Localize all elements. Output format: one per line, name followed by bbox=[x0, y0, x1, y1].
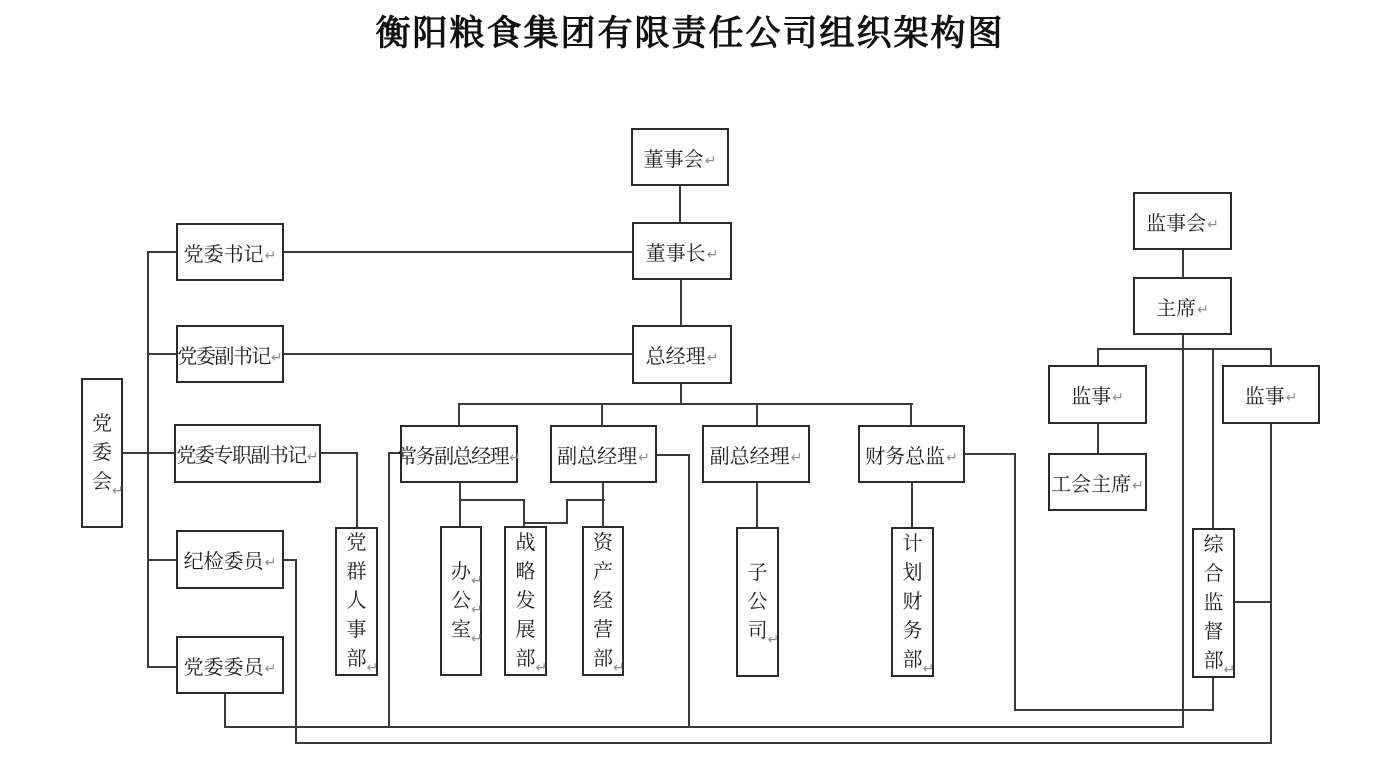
vertical-label-char: 公 ↵ bbox=[442, 587, 480, 616]
vertical-label-char: 略 bbox=[515, 560, 536, 583]
connector-line bbox=[1270, 348, 1272, 366]
vertical-label-char: 划 bbox=[902, 561, 923, 584]
connector-line bbox=[284, 251, 632, 253]
connector-line bbox=[295, 559, 297, 744]
connector-line bbox=[123, 452, 176, 454]
node-labor-union-chairman bbox=[1048, 453, 1147, 511]
node-party-fulltime-deputy-secretary-label: 党委专职副书记 bbox=[176, 445, 306, 467]
connector-line bbox=[295, 742, 1272, 744]
node-party-committee bbox=[81, 378, 123, 528]
paragraph-mark-icon: ↵ bbox=[264, 554, 277, 570]
connector-line bbox=[458, 403, 913, 405]
paragraph-mark-icon: ↵ bbox=[264, 246, 277, 263]
node-deputy-gm-1-label: 副总经理 bbox=[557, 445, 638, 468]
connector-line bbox=[458, 403, 460, 426]
paragraph-mark-icon: ↵ bbox=[613, 658, 625, 675]
vertical-label-char: 公 bbox=[747, 590, 768, 613]
connector-line bbox=[910, 403, 912, 426]
connector-line bbox=[680, 279, 682, 327]
node-party-mass-hr-dept bbox=[335, 527, 378, 676]
connector-line bbox=[147, 666, 178, 668]
paragraph-mark-icon: ↵ bbox=[509, 448, 521, 465]
paragraph-mark-icon: ↵ bbox=[946, 448, 958, 465]
vertical-label-char: 展 bbox=[515, 618, 536, 641]
node-deputy-gm-2-label: 副总经理 bbox=[709, 445, 790, 468]
connector-line bbox=[566, 499, 605, 501]
paragraph-mark-icon: ↵ bbox=[1223, 660, 1236, 677]
paragraph-mark-icon: ↵ bbox=[535, 658, 548, 675]
vertical-label-char: 合 bbox=[1203, 562, 1224, 585]
vertical-label-char: 财 bbox=[902, 590, 923, 613]
node-cfo-label: 财务总监 bbox=[865, 445, 946, 468]
connector-line bbox=[1270, 424, 1272, 744]
vertical-label-char: 司 ↵ bbox=[738, 617, 777, 646]
node-supervisory-board-label: 监事会 bbox=[1146, 212, 1207, 235]
connector-line bbox=[147, 353, 178, 355]
connector-line bbox=[601, 403, 603, 426]
paragraph-mark-icon: ↵ bbox=[790, 448, 803, 465]
paragraph-mark-icon: ↵ bbox=[1197, 300, 1209, 317]
connector-line bbox=[911, 483, 913, 528]
paragraph-mark-icon: ↵ bbox=[471, 571, 483, 588]
node-labor-union-chairman-label: 工会主席 bbox=[1051, 473, 1132, 496]
connector-line bbox=[657, 454, 690, 456]
paragraph-mark-icon: ↵ bbox=[1207, 215, 1219, 232]
node-party-deputy-secretary-label: 党委副书记 bbox=[177, 345, 270, 368]
vertical-label-char: 党 bbox=[346, 532, 367, 554]
vertical-label-char: 营 bbox=[593, 618, 613, 641]
node-comprehensive-supervision-dept bbox=[1192, 528, 1235, 678]
connector-line bbox=[1212, 348, 1214, 529]
vertical-label-char: 部 ↵ bbox=[506, 645, 545, 674]
paragraph-mark-icon: ↵ bbox=[471, 629, 483, 646]
paragraph-mark-icon: ↵ bbox=[706, 245, 719, 262]
vertical-label-char: 综 bbox=[1203, 533, 1224, 556]
paragraph-mark-icon: ↵ bbox=[112, 481, 124, 498]
vertical-label-char: 发 bbox=[515, 589, 536, 612]
connector-line bbox=[388, 452, 390, 728]
connector-line bbox=[224, 694, 226, 728]
vertical-label-char: 子 bbox=[747, 561, 768, 584]
paragraph-mark-icon: ↵ bbox=[767, 630, 780, 647]
connector-line bbox=[320, 452, 358, 454]
connector-line bbox=[147, 251, 149, 668]
paragraph-mark-icon: ↵ bbox=[270, 348, 283, 365]
node-general-manager-label: 总经理 bbox=[645, 346, 706, 368]
paragraph-mark-icon: ↵ bbox=[1285, 389, 1298, 405]
vertical-label-char: 务 bbox=[902, 619, 923, 642]
vertical-label-char: 室 ↵ bbox=[442, 616, 480, 645]
node-cfo bbox=[858, 425, 965, 483]
vertical-label-char: 资 bbox=[593, 531, 613, 554]
connector-line bbox=[147, 251, 178, 253]
page-title: 衡阳粮食集团有限责任公司组织架构图 bbox=[375, 14, 1005, 53]
node-strategic-development-dept bbox=[504, 526, 547, 676]
node-board bbox=[631, 128, 729, 186]
vertical-label-char: 战 bbox=[515, 531, 536, 554]
paragraph-mark-icon: ↵ bbox=[1112, 389, 1124, 405]
node-party-secretary bbox=[176, 223, 284, 281]
node-discipline-inspection-member bbox=[176, 530, 284, 589]
vertical-label-char: 群 bbox=[346, 561, 367, 583]
node-planning-finance-dept bbox=[891, 527, 934, 677]
connector-line bbox=[680, 384, 682, 405]
connector-line bbox=[965, 453, 1016, 455]
node-discipline-inspection-member-label: 纪检委员 bbox=[183, 551, 264, 573]
connector-line bbox=[1097, 348, 1099, 366]
connector-line bbox=[459, 499, 525, 501]
connector-line bbox=[756, 403, 758, 426]
vertical-label-char: 督 bbox=[1203, 620, 1224, 643]
connector-line bbox=[1182, 250, 1184, 278]
node-asset-management-dept bbox=[582, 526, 624, 676]
paragraph-mark-icon: ↵ bbox=[471, 600, 483, 617]
node-board-label: 董事会 bbox=[643, 148, 704, 171]
connector-line bbox=[566, 499, 568, 524]
paragraph-mark-icon: ↵ bbox=[638, 448, 650, 465]
vertical-label-char: 部 ↵ bbox=[584, 645, 622, 674]
node-party-deputy-secretary bbox=[176, 325, 284, 383]
vertical-label-char: 党 bbox=[92, 412, 112, 435]
node-supervisory-board bbox=[1133, 192, 1232, 250]
vertical-label-char: 产 bbox=[593, 560, 613, 583]
vertical-label-char: 人 bbox=[346, 590, 367, 612]
connector-line bbox=[356, 452, 358, 528]
node-supervisor-left bbox=[1048, 365, 1147, 424]
connector-line bbox=[224, 726, 1184, 728]
node-party-fulltime-deputy-secretary bbox=[174, 424, 321, 483]
node-office bbox=[440, 526, 482, 676]
node-executive-deputy-gm-label: 常务副总经理 bbox=[397, 445, 509, 468]
node-supervisor-right bbox=[1222, 365, 1320, 424]
connector-line bbox=[1235, 601, 1272, 603]
vertical-label-char: 计 bbox=[902, 532, 923, 555]
paragraph-mark-icon: ↵ bbox=[704, 151, 717, 168]
node-deputy-gm-2 bbox=[702, 425, 810, 483]
node-party-committee-member-label: 党委委员 bbox=[183, 656, 264, 679]
node-executive-deputy-gm bbox=[397, 425, 521, 483]
connector-line bbox=[1212, 678, 1214, 711]
vertical-label-char: 办 ↵ bbox=[442, 558, 480, 587]
node-chairman-label: 董事长 bbox=[645, 242, 706, 265]
connector-line bbox=[1097, 424, 1099, 454]
vertical-label-char: 部 ↵ bbox=[1194, 647, 1233, 676]
node-supervisory-board-chairman bbox=[1133, 277, 1232, 335]
vertical-label-char: 委 bbox=[92, 441, 112, 464]
vertical-label-char: 会 ↵ bbox=[83, 468, 121, 497]
connector-line bbox=[1014, 709, 1214, 711]
paragraph-mark-icon: ↵ bbox=[706, 349, 719, 365]
paragraph-mark-icon: ↵ bbox=[922, 659, 935, 676]
node-supervisor-right-label: 监事 bbox=[1244, 386, 1285, 408]
node-supervisory-board-chairman-label: 主席 bbox=[1156, 297, 1197, 320]
node-party-committee-member bbox=[176, 636, 284, 694]
node-deputy-gm-1 bbox=[550, 425, 657, 483]
connector-line bbox=[688, 454, 690, 728]
paragraph-mark-icon: ↵ bbox=[1132, 476, 1144, 493]
node-party-secretary-label: 党委书记 bbox=[183, 243, 264, 266]
connector-line bbox=[459, 483, 461, 527]
node-supervisor-left-label: 监事 bbox=[1071, 386, 1112, 408]
connector-line bbox=[284, 353, 632, 355]
connector-line bbox=[602, 483, 604, 527]
vertical-label-char: 部 ↵ bbox=[893, 646, 932, 675]
node-subsidiary bbox=[736, 527, 779, 677]
node-general-manager bbox=[632, 325, 732, 384]
vertical-label-char: 部 ↵ bbox=[337, 645, 376, 674]
connector-line bbox=[1014, 453, 1016, 711]
node-chairman bbox=[632, 222, 732, 280]
connector-line bbox=[147, 559, 178, 561]
vertical-label-char: 经 bbox=[593, 589, 613, 612]
paragraph-mark-icon: ↵ bbox=[306, 448, 319, 464]
vertical-label-char: 事 bbox=[346, 619, 367, 641]
paragraph-mark-icon: ↵ bbox=[264, 659, 277, 676]
paragraph-mark-icon: ↵ bbox=[366, 659, 379, 675]
connector-line bbox=[756, 483, 758, 528]
connector-line bbox=[1097, 348, 1272, 350]
connector-line bbox=[524, 522, 568, 524]
connector-line bbox=[1182, 335, 1184, 728]
connector-line bbox=[679, 186, 681, 224]
vertical-label-char: 监 bbox=[1203, 591, 1224, 614]
